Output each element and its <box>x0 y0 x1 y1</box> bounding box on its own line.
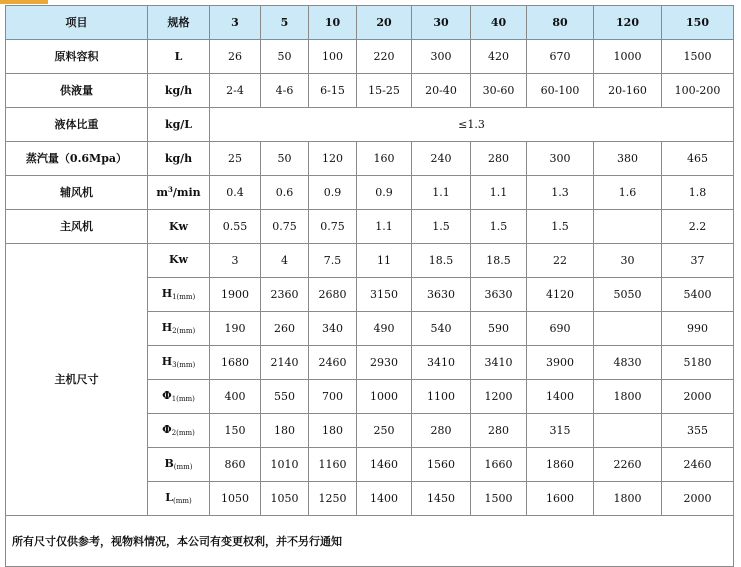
table-cell: 1.5 <box>471 210 527 244</box>
table-cell: 2-4 <box>210 74 261 108</box>
table-cell: 1.5 <box>412 210 471 244</box>
table-cell: 280 <box>471 414 527 448</box>
table-cell: 1600 <box>527 482 594 516</box>
unit-base: H <box>161 287 173 300</box>
unit-subscript: 3(mm) <box>172 361 196 369</box>
table-cell: 300 <box>412 40 471 74</box>
table-cell: 3630 <box>412 278 471 312</box>
unit-subscript: 1(mm) <box>172 293 196 301</box>
row-unit: kg/L <box>148 108 210 142</box>
table-cell: 50 <box>261 142 309 176</box>
header-spec: 规格 <box>148 6 210 40</box>
table-cell: 1000 <box>357 380 412 414</box>
table-cell: 315 <box>527 414 594 448</box>
row-unit <box>148 346 210 380</box>
row-unit: L <box>148 40 210 74</box>
table-cell: 1500 <box>662 40 734 74</box>
row-label: 蒸汽量（0.6Mpa） <box>6 142 148 176</box>
table-cell: 20-40 <box>412 74 471 108</box>
table-cell: 6-15 <box>309 74 357 108</box>
table-cell: 670 <box>527 40 594 74</box>
table-cell: 1660 <box>471 448 527 482</box>
table-cell: 690 <box>527 312 594 346</box>
table-cell: 4 <box>261 244 309 278</box>
table-cell: 100-200 <box>662 74 734 108</box>
table-cell: 3410 <box>471 346 527 380</box>
table-cell: 1000 <box>594 40 662 74</box>
header-model: 30 <box>412 6 471 40</box>
table-cell: 540 <box>412 312 471 346</box>
table-cell: 3900 <box>527 346 594 380</box>
table-cell: 22 <box>527 244 594 278</box>
table-cell: 2360 <box>261 278 309 312</box>
table-row <box>6 176 734 210</box>
table-cell: 2260 <box>594 448 662 482</box>
header-model: 10 <box>309 6 357 40</box>
unit-subscript: 2(mm) <box>172 327 196 335</box>
header-model: 80 <box>527 6 594 40</box>
footnote-row <box>6 516 734 567</box>
row-unit <box>148 448 210 482</box>
header-model: 3 <box>210 6 261 40</box>
table-cell: 120 <box>309 142 357 176</box>
table-cell: 3150 <box>357 278 412 312</box>
table-cell: 2460 <box>662 448 734 482</box>
unit-base: Φ <box>162 389 172 402</box>
table-cell: 1400 <box>357 482 412 516</box>
table-cell: 5180 <box>662 346 734 380</box>
table-cell: 400 <box>210 380 261 414</box>
unit-base: m <box>156 185 168 199</box>
table-cell: 1680 <box>210 346 261 380</box>
table-cell: 4120 <box>527 278 594 312</box>
header-model: 150 <box>662 6 734 40</box>
table-cell: 1050 <box>210 482 261 516</box>
table-cell: 1200 <box>471 380 527 414</box>
footnote: 所有尺寸仅供参考，视物料情况，本公司有变更权利，并不另行通知 <box>6 516 734 567</box>
row-unit <box>148 244 210 278</box>
row-unit <box>148 380 210 414</box>
table-cell: 30 <box>594 244 662 278</box>
row-label: 主风机 <box>6 210 148 244</box>
unit-subscript: 2(mm) <box>171 429 195 437</box>
table-cell: 2000 <box>662 482 734 516</box>
table-cell: 860 <box>210 448 261 482</box>
table-cell: 355 <box>662 414 734 448</box>
unit-base: Kw <box>168 253 189 266</box>
table-cell: 380 <box>594 142 662 176</box>
table-cell: 37 <box>662 244 734 278</box>
table-cell: 1800 <box>594 482 662 516</box>
table-cell: 160 <box>357 142 412 176</box>
table-cell: 340 <box>309 312 357 346</box>
unit-subscript: (mm) <box>173 463 193 471</box>
row-label: 供液量 <box>6 74 148 108</box>
table-cell: 11 <box>357 244 412 278</box>
row-unit <box>148 482 210 516</box>
table-cell: 260 <box>261 312 309 346</box>
table-cell: 1500 <box>471 482 527 516</box>
table-cell: 0.55 <box>210 210 261 244</box>
table-cell: 1800 <box>594 380 662 414</box>
table-cell: 280 <box>412 414 471 448</box>
unit-tail: /min <box>172 185 201 199</box>
table-row <box>6 142 734 176</box>
row-label: 辅风机 <box>6 176 148 210</box>
table-cell: 1860 <box>527 448 594 482</box>
table-row <box>6 210 734 244</box>
table-cell: 4-6 <box>261 74 309 108</box>
table-cell: 0.9 <box>357 176 412 210</box>
table-cell <box>594 312 662 346</box>
table-cell: 150 <box>210 414 261 448</box>
table-cell: 25 <box>210 142 261 176</box>
table-cell: 2930 <box>357 346 412 380</box>
table-cell: 1.3 <box>527 176 594 210</box>
table-cell: 420 <box>471 40 527 74</box>
table-cell: 220 <box>357 40 412 74</box>
table-cell: 1.1 <box>412 176 471 210</box>
header-model: 20 <box>357 6 412 40</box>
table-cell: 1460 <box>357 448 412 482</box>
table-cell: 18.5 <box>471 244 527 278</box>
table-cell <box>594 210 662 244</box>
row-unit: Kw <box>148 210 210 244</box>
header-model: 40 <box>471 6 527 40</box>
table-cell: 3410 <box>412 346 471 380</box>
merged-value-cell: ≤1.3 <box>210 108 734 142</box>
row-unit <box>148 176 210 210</box>
table-row <box>6 40 734 74</box>
row-unit: kg/h <box>148 74 210 108</box>
table-cell: 1.8 <box>662 176 734 210</box>
unit-superscript: 3 <box>167 184 173 194</box>
table-cell: 2140 <box>261 346 309 380</box>
table-cell: 1560 <box>412 448 471 482</box>
row-label: 原料容积 <box>6 40 148 74</box>
header-row <box>6 6 734 40</box>
table-cell: 50 <box>261 40 309 74</box>
row-unit <box>148 278 210 312</box>
table-cell: 1.1 <box>357 210 412 244</box>
table-cell: 1400 <box>527 380 594 414</box>
unit-base: Φ <box>162 423 172 436</box>
spec-table <box>5 5 734 567</box>
table-cell: 20-160 <box>594 74 662 108</box>
table-cell: 1900 <box>210 278 261 312</box>
table-cell: 0.75 <box>261 210 309 244</box>
table-cell: 0.75 <box>309 210 357 244</box>
table-cell: 100 <box>309 40 357 74</box>
row-label: 液体比重 <box>6 108 148 142</box>
table-cell: 1010 <box>261 448 309 482</box>
top-accent-strip <box>0 0 48 4</box>
header-item: 项目 <box>6 6 148 40</box>
table-cell: 590 <box>471 312 527 346</box>
table-cell: 250 <box>357 414 412 448</box>
table-cell <box>594 414 662 448</box>
table-cell: 2460 <box>309 346 357 380</box>
table-cell: 2680 <box>309 278 357 312</box>
unit-subscript: (mm) <box>172 497 192 505</box>
table-cell: 5050 <box>594 278 662 312</box>
table-cell: 5400 <box>662 278 734 312</box>
header-model: 120 <box>594 6 662 40</box>
unit-base: B <box>164 457 174 470</box>
table-cell: 4830 <box>594 346 662 380</box>
table-cell: 465 <box>662 142 734 176</box>
table-cell: 3630 <box>471 278 527 312</box>
table-cell: 1100 <box>412 380 471 414</box>
table-cell: 1.1 <box>471 176 527 210</box>
table-cell: 2000 <box>662 380 734 414</box>
table-cell: 490 <box>357 312 412 346</box>
table-cell: 0.6 <box>261 176 309 210</box>
table-cell: 2.2 <box>662 210 734 244</box>
table-cell: 1.6 <box>594 176 662 210</box>
table-cell: 1450 <box>412 482 471 516</box>
table-cell: 30-60 <box>471 74 527 108</box>
unit-subscript: 1(mm) <box>171 395 195 403</box>
main-dimensions-label: 主机尺寸 <box>6 244 148 516</box>
table-cell: 7.5 <box>309 244 357 278</box>
table-cell: 550 <box>261 380 309 414</box>
table-cell: 700 <box>309 380 357 414</box>
table-cell: 1250 <box>309 482 357 516</box>
table-cell: 60-100 <box>527 74 594 108</box>
unit-base: L <box>165 491 173 504</box>
table-cell: 18.5 <box>412 244 471 278</box>
header-model: 5 <box>261 6 309 40</box>
table-cell: 3 <box>210 244 261 278</box>
table-cell: 180 <box>309 414 357 448</box>
table-cell: 180 <box>261 414 309 448</box>
table-cell: 300 <box>527 142 594 176</box>
table-cell: 990 <box>662 312 734 346</box>
table-cell: 1.5 <box>527 210 594 244</box>
row-unit: kg/h <box>148 142 210 176</box>
table-cell: 190 <box>210 312 261 346</box>
table-cell: 0.4 <box>210 176 261 210</box>
unit-base: H <box>161 321 173 334</box>
unit-base: H <box>161 355 173 368</box>
table-cell: 1160 <box>309 448 357 482</box>
row-unit <box>148 312 210 346</box>
table-cell: 240 <box>412 142 471 176</box>
table-row <box>6 244 734 278</box>
table-row <box>6 74 734 108</box>
row-unit <box>148 414 210 448</box>
table-cell: 15-25 <box>357 74 412 108</box>
table-cell: 1050 <box>261 482 309 516</box>
table-cell: 26 <box>210 40 261 74</box>
table-row <box>6 108 734 142</box>
table-cell: 0.9 <box>309 176 357 210</box>
table-cell: 280 <box>471 142 527 176</box>
